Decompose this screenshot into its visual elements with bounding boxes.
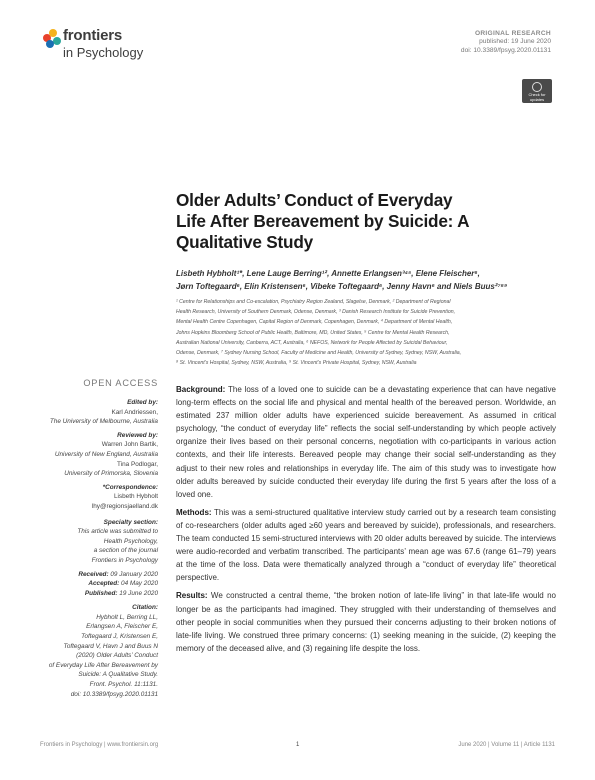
affiliation-line: Health Research, University of Southern Denmark, Odense, Denmark, ³ Danish Research Institute for Suicide Prevention, (176, 309, 456, 316)
author-line: Lisbeth Hybholt¹*, Lene Lauge Berring¹², Annette Erlangsen³⁴⁵, Elene Fleischer⁶, (176, 269, 480, 278)
doi-link[interactable]: doi: 10.3389/fpsyg.2020.01131 (460, 46, 551, 54)
reviewed-by-label: Reviewed by: (117, 431, 158, 439)
published-row (40, 589, 158, 599)
affiliation-line: Australian National University, Canberra, ACT, Australia, ⁶ NEFOS, Network for People Affected by Suicidal Behaviour, (176, 339, 448, 346)
reviewer-name: Tina Podlogar, (117, 460, 158, 468)
abstract-background (176, 383, 556, 501)
citation-line: Toftegaard J, Kristensen E, (81, 633, 158, 641)
correspondence-label: *Correspondence: (102, 483, 158, 491)
results-text: We constructed a central theme, “the broken notion of late-life living” in that late-life would no longer be as the participants had imagined. They struggled with their understanding of themselves and other people in social communities when they pursued their concerns adjusting to their broken notions of late-life living. We construed three primary concerns: (1) seeking meaning in the suicide, (2) keeping the memory of the deceased alive, and (3) regaining life despite the loss. (176, 591, 556, 653)
abstract (176, 383, 556, 660)
title-line: Qualitative Study (176, 232, 313, 252)
brand-name: frontiers (63, 27, 123, 44)
specialty-line: Frontiers in Psychology (91, 556, 158, 564)
affiliation-line: Mental Health Centre Copenhagen, Capital Region of Denmark, Copenhagen, Denmark, ⁴ Department of Mental Health, (176, 319, 453, 326)
author-list (176, 267, 556, 293)
reviewer-affiliation: University of Primorska, Slovenia (64, 470, 158, 478)
title-line: Life After Bereavement by Suicide: A (176, 211, 470, 231)
citation-line: doi: 10.3389/fpsyg.2020.01131 (70, 690, 158, 698)
specialty-line: This article was submitted to (77, 528, 158, 536)
editor-affiliation: The University of Melbourne, Australia (49, 418, 158, 426)
affiliations (176, 297, 556, 368)
journal-logo[interactable] (43, 27, 163, 67)
specialty-line: a section of the journal (93, 547, 158, 555)
check-updates-icon (532, 82, 542, 92)
abstract-results (176, 589, 556, 654)
correspondence-email[interactable]: lhy@regionsjaelland.dk (91, 502, 158, 510)
footer-issue: June 2020 | Volume 11 | Article 1131 (458, 742, 555, 748)
citation-line: of Everyday Life After Bereavement by (48, 661, 158, 669)
citation-line: Erlangsen A, Fleischer E, (86, 623, 158, 631)
article-section: ORIGINAL RESEARCH (474, 30, 551, 37)
citation-label: Citation: (132, 604, 158, 612)
results-heading: Results: (176, 591, 208, 601)
affiliation-line: Odense, Denmark, ⁷ Sydney Nursing School, Faculty of Medicine and Health, University of Sydney, Sydney, NSW, Australia, (176, 350, 462, 357)
accepted-label: Accepted: (88, 580, 120, 588)
received-label: Received: (78, 570, 109, 578)
citation-line: Toftegaard V, Havn J and Buus N (63, 642, 158, 650)
check-updates-badge[interactable] (522, 79, 552, 103)
methods-heading: Methods: (176, 507, 212, 517)
background-text: The loss of a loved one to suicide can be a devastating experience that can have negative long-term effects on the social life and physical and mental health of the bereaved person. Worldwide, an estimated 237 million older adults have experienced suicide bereavement. As assumed in critical psychology, “the conduct of everyday life” reflects the social self-understanding by which people actively organize their lives based on their personal concerns, negotiation with co-participants in various action contexts, and their life interests. Bereaved people may change their social self-understanding as they adjust to their new roles and relationships in everyday life. The aim of this study was to investigate how older adults bereaved by suicide conducted their everyday life during the first 5 years after the loss of a loved one. (176, 385, 556, 499)
affiliation-line: Johns Hopkins Bloomberg School of Public Health, Baltimore, MD, United States, ⁵ Centre for Mental Health Research, (176, 329, 450, 336)
author-line: Jørn Toftegaard⁶, Elin Kristensen⁶, Vibeke Toftegaard⁶, Jenny Havn⁶ and Niels Buus²⁷⁸⁹ (176, 282, 508, 291)
correspondence-name: Lisbeth Hybholt (113, 493, 158, 501)
specialty-label: Specialty section: (103, 518, 158, 526)
article-title (176, 190, 556, 253)
affiliation-line: ¹ Centre for Relationships and Co-escalation, Psychiatry Region Zealand, Slagelse, Denmark, ² Department of Regional (176, 299, 451, 305)
citation-line: Hybholt L, Berring LL, (96, 613, 158, 621)
reviewer-affiliation: University of New England, Australia (54, 450, 158, 458)
accepted-row (40, 579, 158, 589)
received-row (40, 570, 158, 580)
published-date-side: 19 June 2020 (119, 589, 158, 597)
page-number: 1 (296, 742, 300, 748)
reviewer-name: Warren John Bartik, (101, 441, 158, 449)
frontiers-logo-icon (43, 29, 61, 47)
journal-name: in Psychology (63, 45, 144, 60)
edited-by-label: Edited by: (127, 399, 158, 406)
accepted-date: 04 May 2020 (121, 580, 158, 588)
open-access-label: OPEN ACCESS (83, 378, 158, 388)
citation-line: (2020) Older Adults’ Conduct (76, 652, 158, 660)
received-date: 09 January 2020 (110, 570, 158, 578)
specialty-line: Health Psychology, (103, 537, 158, 545)
background-heading: Background: (176, 385, 226, 394)
affiliation-line: ⁸ St. Vincent’s Hospital, Sydney, NSW, Australia, ⁹ St. Vincent’s Private Hospital, Sydney, NSW, Australia (176, 360, 417, 367)
title-line: Older Adults’ Conduct of Everyday (176, 190, 453, 210)
citation-line: Suicide: A Qualitative Study. (78, 671, 158, 679)
citation-line: Front. Psychol. 11:1131. (89, 681, 158, 689)
methods-text: This was a semi-structured qualitative interview study carried out by a research team consisting of co-researchers (older adults aged ≥60 years and bereaved by suicide), professionals, and researchers. The team conducted 15 semi-structured interviews with 20 older adults bereaved by suicide. The interviews were audio-recorded and verbatim transcribed. The participants’ mean age was 67.6 (range 61–79) years at the time of the loss. Data were thematically analyzed through a “conduct of everyday life” theoretical perspective. (176, 507, 557, 583)
published-label: Published: (84, 589, 118, 597)
abstract-methods (176, 506, 556, 585)
published-date: published: 19 June 2020 (479, 38, 551, 46)
footer-journal[interactable]: Frontiers in Psychology | www.frontiersin.org (40, 742, 159, 748)
check-updates-label: Check for updates (528, 92, 546, 102)
article-meta (461, 30, 551, 55)
sidebar-editors (40, 398, 158, 699)
editor-name: Karl Andriessen, (111, 408, 158, 416)
